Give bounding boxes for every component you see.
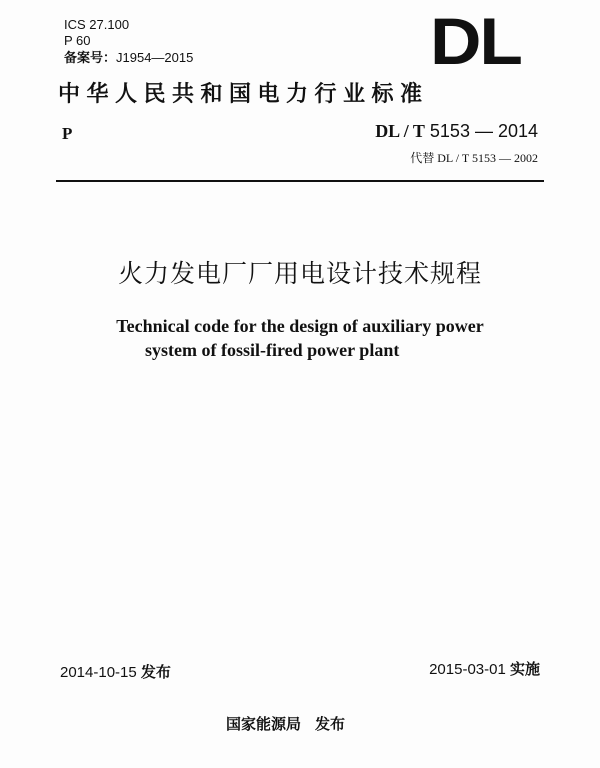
publisher-name: 国家能源局 [226, 715, 302, 733]
document-title-cn: 火力发电厂厂用电设计技术规程 [117, 259, 482, 288]
record-number [64, 50, 193, 67]
impl-label: 实施 [509, 660, 540, 678]
replaces-note: 代替 DL / T 5153 — 2002 [410, 151, 538, 165]
standard-category: P [62, 124, 73, 143]
standard-title: 中华人民共和国电力行业标准 [58, 82, 429, 107]
standard-prefix: DL / T [375, 121, 425, 141]
document-title-en-line1: Technical code for the design of auxiliary power [116, 316, 484, 336]
impl-date-value: 2015-03-01 [429, 661, 506, 678]
publish-label: 发布 [315, 715, 346, 733]
issue-label: 发布 [140, 663, 171, 681]
standard-number [375, 121, 538, 142]
document-title-en-line2: system of fossil-fired power plant [145, 340, 400, 360]
standard-number-value: 5153 — 2014 [429, 121, 538, 141]
classification-code: P 60 [64, 33, 91, 48]
publisher [226, 713, 345, 734]
issue-date-value: 2014-10-15 [60, 664, 137, 681]
header-divider [56, 180, 544, 182]
implementation-date [429, 658, 540, 679]
record-value: J1954—2015 [116, 50, 194, 65]
ics-code: ICS 27.100 [64, 17, 130, 32]
record-label: 备案号： [64, 51, 117, 66]
issue-date [60, 661, 171, 682]
dl-logo: DL [430, 4, 521, 78]
